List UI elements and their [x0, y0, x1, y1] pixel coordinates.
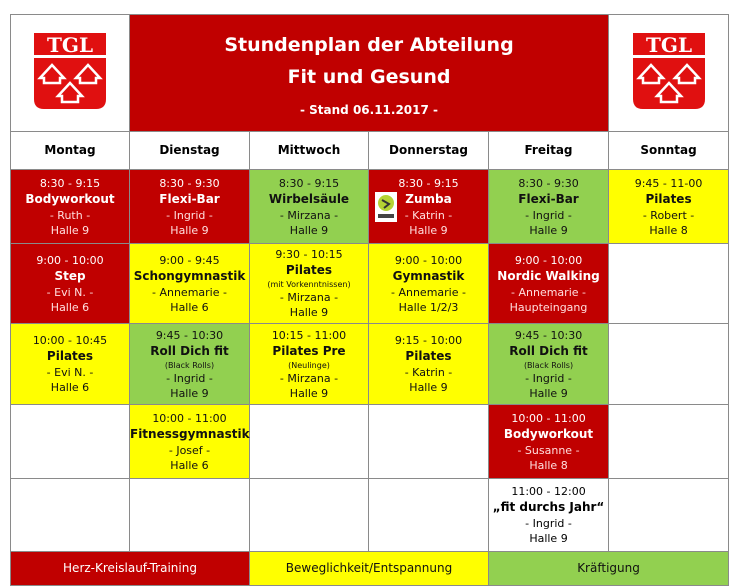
schedule-table — [10, 14, 729, 586]
class-slot — [489, 244, 609, 324]
class-title: Pilates Pre — [272, 343, 346, 358]
stand-date: - Stand 06.11.2017 - — [300, 102, 439, 117]
class-location: Halle 1/2/3 — [398, 300, 459, 314]
class-time: 9:30 - 10:15 — [275, 248, 343, 261]
class-time: 8:30 - 9:30 — [159, 176, 220, 190]
class-time: 9:00 - 9:45 — [159, 253, 220, 267]
day-header: Freitag — [489, 132, 609, 170]
class-title: Pilates — [405, 349, 452, 363]
class-location: Halle 9 — [170, 386, 209, 400]
class-slot — [130, 170, 250, 244]
svg-text:TGL: TGL — [645, 33, 692, 57]
class-location: Halle 6 — [50, 381, 90, 394]
legend-cardio: Herz-Kreislauf-Training — [11, 552, 250, 586]
class-slot — [130, 244, 250, 324]
class-time: 9:00 - 10:00 — [36, 253, 104, 267]
empty-slot — [11, 479, 130, 552]
class-instructor: - Robert - — [642, 208, 695, 222]
class-location: Halle 9 — [170, 223, 209, 237]
class-slot — [489, 170, 609, 244]
class-slot — [609, 170, 729, 244]
class-slot — [11, 170, 130, 244]
class-instructor: - Ingrid - — [525, 371, 572, 385]
class-location: Halle 9 — [529, 386, 568, 400]
legend-strength: Kräftigung — [489, 552, 729, 586]
class-title: Step — [54, 268, 86, 283]
class-time: 9:45 - 11-00 — [634, 176, 703, 190]
class-instructor: - Annemarie - — [152, 285, 227, 299]
class-title: Zumba — [405, 191, 452, 206]
class-slot — [489, 324, 609, 405]
svg-text:TGL: TGL — [46, 33, 94, 57]
day-header: Mittwoch — [250, 132, 369, 170]
page-subtitle: Fit und Gesund — [287, 65, 451, 88]
class-time: 9:15 - 10:00 — [394, 334, 463, 347]
class-time: 8:30 - 9:30 — [518, 176, 579, 190]
day-header: Dienstag — [130, 132, 250, 170]
class-time: 9:45 - 10:30 — [514, 328, 583, 342]
class-note: (Black Rolls) — [523, 360, 574, 370]
class-instructor: - Evi N. - — [46, 285, 94, 299]
empty-slot — [609, 324, 729, 405]
class-instructor: - Josef - — [168, 443, 211, 457]
class-instructor: - Ingrid - — [525, 208, 572, 222]
schedule-row — [11, 324, 729, 405]
class-title: Pilates — [645, 191, 692, 206]
class-instructor: - Katrin - — [404, 208, 453, 222]
class-time: 10:00 - 11:00 — [152, 411, 227, 425]
class-location: Halle 8 — [529, 458, 568, 472]
class-time: 9:00 - 10:00 — [394, 253, 463, 267]
day-header: Donnerstag — [369, 132, 489, 170]
class-time: 11:00 - 12:00 — [511, 485, 586, 498]
empty-slot — [609, 405, 729, 479]
class-slot — [489, 479, 609, 552]
legend-row — [11, 552, 729, 586]
tgl-logo-icon — [34, 33, 106, 109]
page-title: Stundenplan der Abteilung — [224, 33, 514, 56]
empty-slot — [130, 479, 250, 552]
class-time: 10:00 - 10:45 — [32, 334, 108, 347]
class-instructor: - Evi N. - — [46, 366, 94, 379]
schedule-row — [11, 405, 729, 479]
day-header: Sonntag — [609, 132, 729, 170]
class-instructor: - Ingrid - — [166, 371, 213, 385]
schedule-row — [11, 170, 729, 244]
class-instructor: - Ingrid - — [166, 208, 213, 222]
class-instructor: - Mirzana - — [279, 208, 339, 222]
class-location: Halle 9 — [409, 223, 448, 237]
zumba-logo-icon — [375, 192, 397, 222]
empty-slot — [250, 405, 369, 479]
class-time: 8:30 - 9:15 — [398, 176, 459, 190]
class-location: Halle 9 — [529, 532, 568, 545]
class-title: Schongymnastik — [133, 268, 246, 283]
class-slot — [250, 324, 369, 405]
class-location: Halle 6 — [170, 458, 209, 472]
class-location: Haupteingang — [509, 300, 588, 314]
class-instructor: - Mirzana - — [279, 371, 339, 385]
schedule-row — [11, 244, 729, 324]
logo-right — [609, 15, 729, 132]
class-instructor: - Katrin - — [404, 366, 453, 379]
class-instructor: - Annemarie - — [391, 285, 466, 299]
empty-slot — [609, 244, 729, 324]
class-time: 8:30 - 9:15 — [39, 176, 101, 190]
logo-left — [11, 15, 130, 132]
empty-slot — [11, 405, 130, 479]
day-header-row — [11, 132, 729, 170]
class-title: Nordic Walking — [497, 268, 600, 283]
title-banner — [130, 15, 609, 132]
class-slot — [11, 324, 130, 405]
class-time: 10:15 - 11:00 — [271, 328, 347, 342]
class-time: 8:30 - 9:15 — [278, 176, 340, 190]
class-location: Halle 9 — [50, 223, 90, 237]
class-title: Wirbelsäule — [268, 191, 350, 206]
class-title: Pilates — [46, 349, 94, 363]
legend-flexibility: Beweglichkeit/Entspannung — [250, 552, 489, 586]
class-title: Flexi-Bar — [159, 191, 220, 206]
empty-slot — [369, 405, 489, 479]
class-slot — [369, 324, 489, 405]
class-title: Roll Dich fit — [150, 343, 229, 358]
day-header: Montag — [11, 132, 130, 170]
schedule-row — [11, 479, 729, 552]
class-location: Halle 9 — [289, 386, 329, 400]
class-instructor: - Annemarie - — [511, 285, 586, 299]
class-slot — [369, 244, 489, 324]
class-location: Halle 9 — [289, 223, 329, 237]
class-title: „fit durchs Jahr“ — [492, 500, 605, 514]
empty-slot — [369, 479, 489, 552]
class-location: Halle 8 — [649, 223, 688, 237]
class-slot — [130, 405, 250, 479]
class-location: Halle 9 — [289, 306, 329, 319]
class-location: Halle 6 — [50, 300, 90, 314]
class-slot — [11, 244, 130, 324]
class-time: 10:00 - 11:00 — [511, 411, 586, 425]
class-location: Halle 6 — [170, 300, 209, 314]
class-title: Roll Dich fit — [509, 343, 588, 358]
class-instructor: - Ingrid - — [525, 517, 572, 530]
class-title: Flexi-Bar — [518, 191, 579, 206]
tgl-logo-icon — [633, 33, 705, 109]
class-note: (mit Vorkenntnissen) — [267, 280, 351, 289]
class-slot — [250, 244, 369, 324]
class-title: Fitnessgymnastik — [130, 426, 250, 441]
class-title: Bodyworkout — [503, 426, 594, 441]
class-slot — [489, 405, 609, 479]
class-title: Gymnastik — [392, 268, 465, 283]
empty-slot — [250, 479, 369, 552]
class-slot — [250, 170, 369, 244]
class-title: Bodyworkout — [25, 191, 115, 206]
class-slot — [369, 170, 489, 244]
class-note: (Black Rolls) — [164, 360, 215, 370]
class-time: 9:00 - 10:00 — [514, 253, 583, 267]
class-time: 9:45 - 10:30 — [155, 328, 224, 342]
class-instructor: - Susanne - — [517, 443, 580, 457]
class-title: Pilates — [285, 263, 333, 277]
class-instructor: - Ruth - — [49, 208, 91, 222]
class-note: (Neulinge) — [288, 360, 330, 370]
schedule-sheet — [10, 14, 728, 586]
class-location: Halle 9 — [529, 223, 568, 237]
class-slot — [130, 324, 250, 405]
class-instructor: - Mirzana - — [279, 291, 339, 304]
empty-slot — [609, 479, 729, 552]
class-location: Halle 9 — [409, 381, 448, 394]
